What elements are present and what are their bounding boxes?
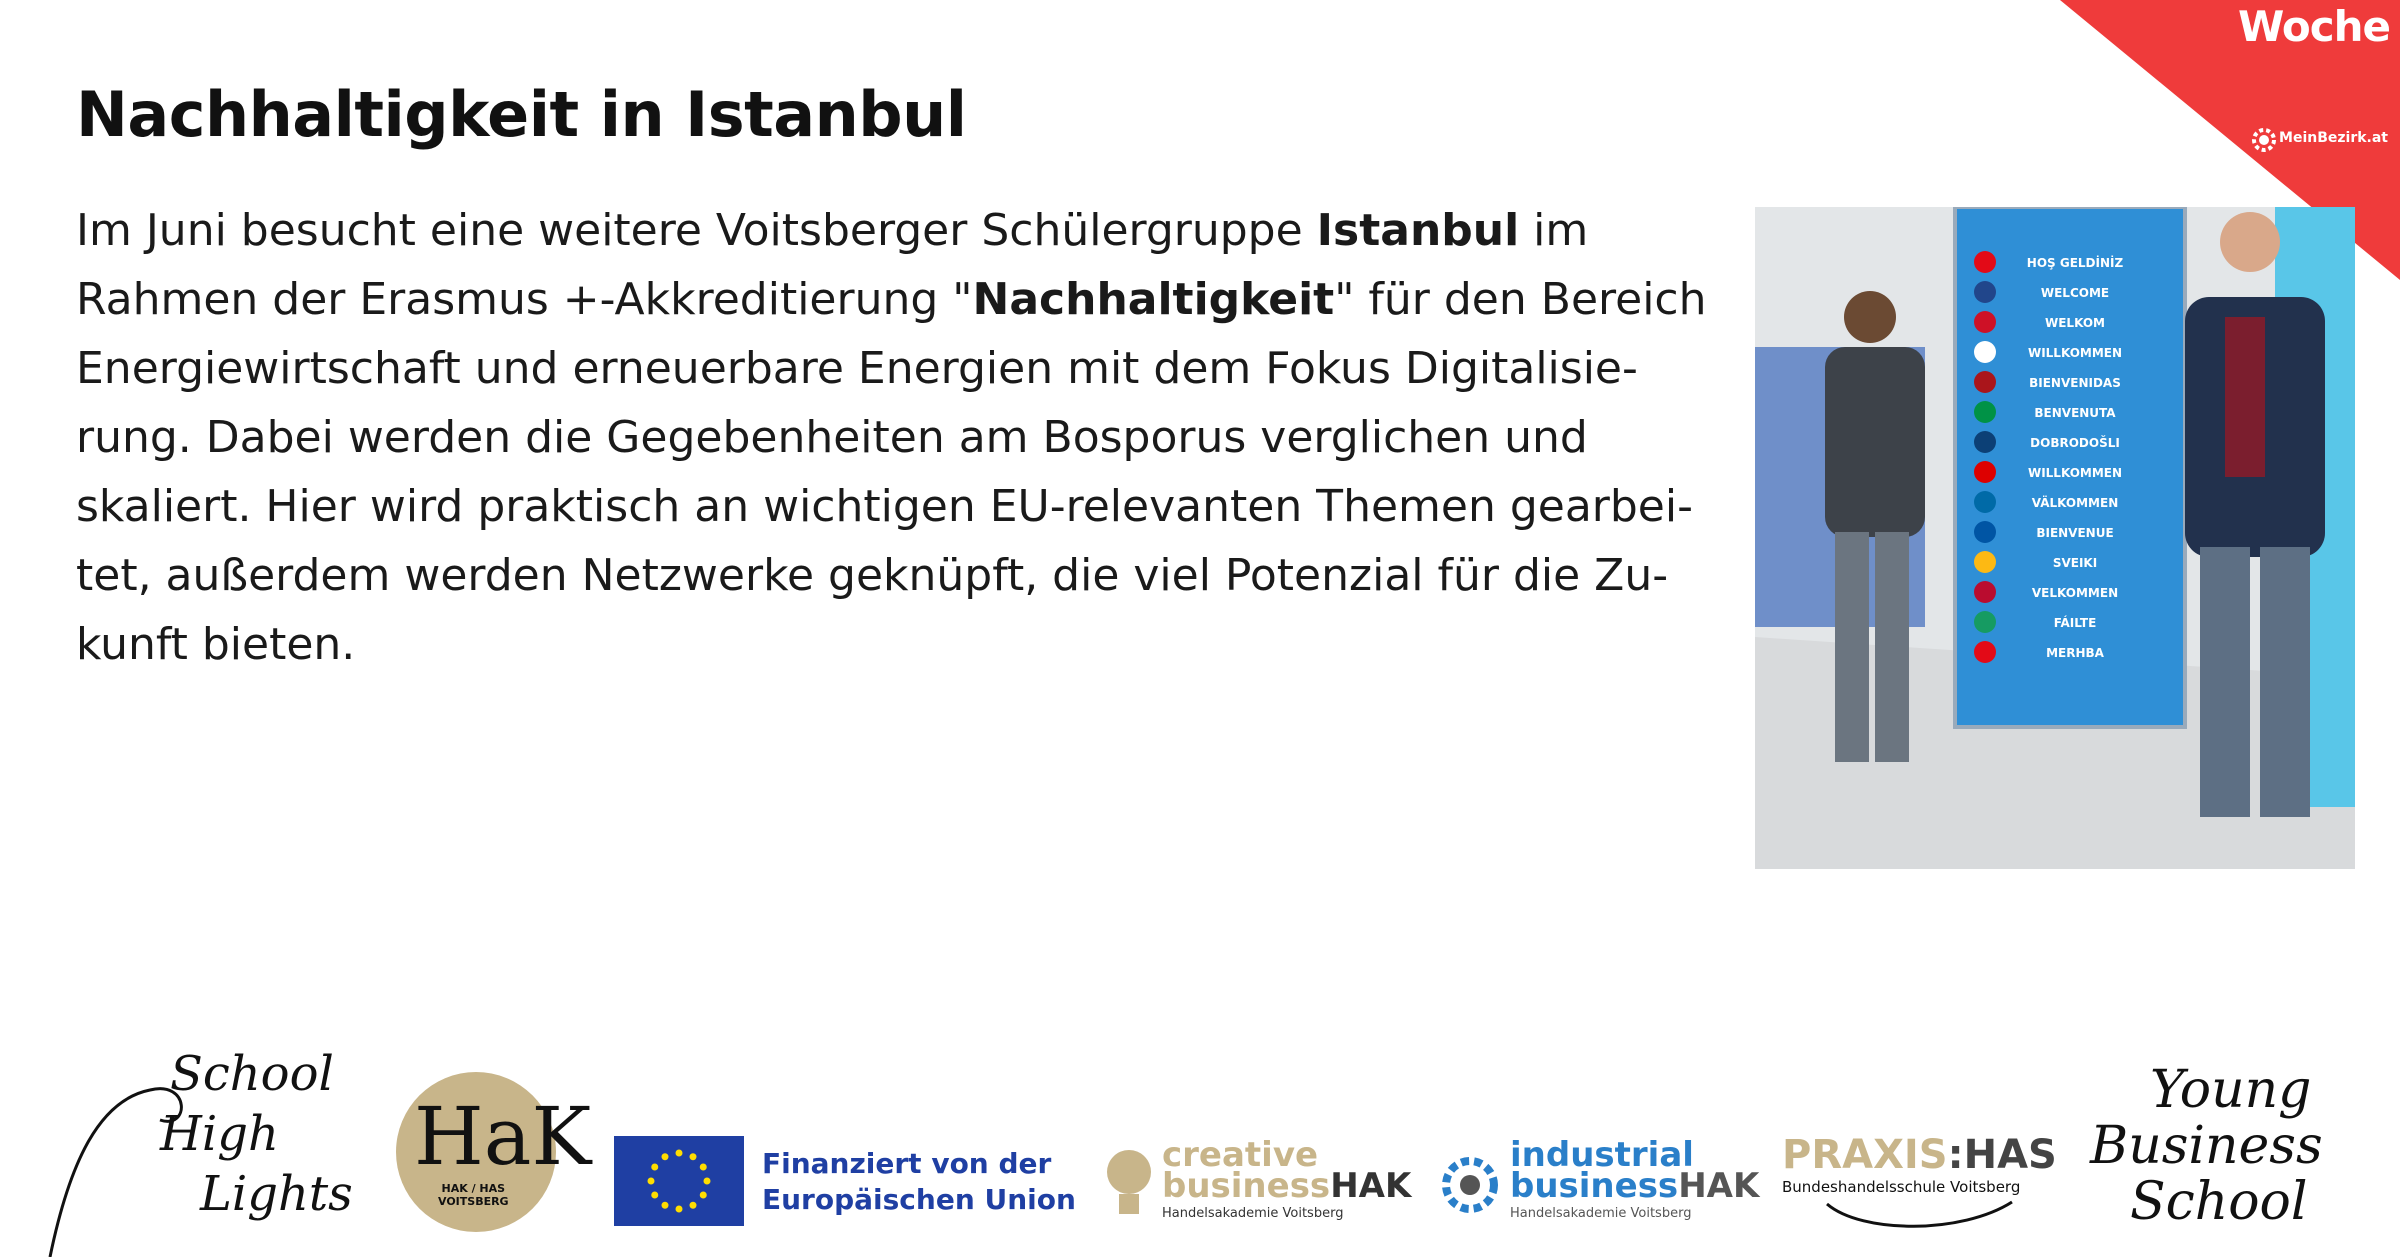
eu-star [676, 1150, 683, 1157]
flag-icon [1974, 401, 1996, 423]
flag-icon [1974, 281, 1996, 303]
flag-icon [1974, 371, 1996, 393]
flag-icon [1974, 491, 1996, 513]
article-title: Nachhaltigkeit in Istanbul [76, 78, 967, 151]
lightbulb-icon [1104, 1144, 1154, 1224]
flag-icon [1974, 311, 1996, 333]
greeting-text: WELCOME [2040, 286, 2110, 300]
greeting-text: VELKOMMEN [2031, 586, 2119, 600]
flag-icon [1974, 461, 1996, 483]
greeting-text: HOŞ GELDİNİZ [2026, 256, 2124, 270]
greeting-text: BENVENUTA [2034, 406, 2116, 420]
body-line: kunft bieten. [76, 619, 356, 670]
gear-icon [1438, 1150, 1502, 1220]
flag-icon [1974, 251, 1996, 273]
eu-funding-logo: Finanziert von der Europäischen Union [614, 1136, 1059, 1226]
body-line: Rahmen der Erasmus +-Akkreditierung "Nachhaltigkeit" für den Bereich [76, 274, 1707, 325]
greeting-text: WILLKOMMEN [2027, 346, 2123, 360]
flag-icon [1974, 521, 1996, 543]
article-body [76, 196, 1756, 679]
body-line: tet, außerdem werden Netzwerke geknüpft, die viel Potenzial für die Zu- [76, 550, 1669, 601]
body-line: skaliert. Hier wird praktisch an wichtigen EU-relevanten Themen gearbei- [76, 481, 1693, 532]
flag-icon [1974, 431, 1996, 453]
flag-icon [1974, 341, 1996, 363]
swoosh-arrow-icon [1822, 1194, 2022, 1234]
eu-star [662, 1153, 669, 1160]
greeting-text: SVEIKI [2052, 556, 2098, 570]
article-photo [1755, 207, 2355, 869]
greeting-text: BIENVENUE [2036, 526, 2114, 540]
school-highlights-logo: School High Lights [40, 1040, 350, 1257]
eu-star [690, 1202, 697, 1209]
hak-voitsberg-logo: HaK HAK / HAS VOITSBERG [396, 1072, 556, 1232]
eu-star [676, 1206, 683, 1213]
flag-icon [1974, 581, 1996, 603]
flag-icon [1974, 611, 1996, 633]
body-line: Im Juni besucht eine weitere Voitsberger Schülergruppe Istanbul im [76, 205, 1589, 256]
greeting-text: BIENVENIDAS [2029, 376, 2121, 390]
greeting-text: WILLKOMMEN [2027, 466, 2123, 480]
eu-star [651, 1192, 658, 1199]
flag-icon [1974, 551, 1996, 573]
eu-star [651, 1164, 658, 1171]
greeting-text: VÄLKOMMEN [2031, 496, 2119, 510]
young-business-school-logo: Young Business School [2090, 1060, 2323, 1232]
eu-flag-icon [614, 1136, 744, 1226]
meinbezirk-label: MeinBezirk.at [2279, 130, 2388, 146]
greeting-text: FÁILTE [2053, 616, 2097, 630]
woche-logo: Woche [2238, 2, 2390, 51]
creative-business-hak-logo: creative businessHAK Handelsakademie Voitsberg [1104, 1140, 1384, 1230]
industrial-business-hak-logo: industrial businessHAK Handelsakademie Voitsberg [1438, 1140, 1738, 1230]
body-line: rung. Dabei werden die Gegebenheiten am Bosporus verglichen und [76, 412, 1588, 463]
meinbezirk-gear-icon [2248, 124, 2280, 156]
greeting-text: MERHBA [2046, 646, 2104, 660]
praxis-has-logo: PRAXIS:HAS Bundeshandelsschule Voitsberg [1782, 1132, 2052, 1232]
greeting-text: DOBRODOŠLI [2030, 436, 2120, 450]
partner-logos [0, 1040, 2400, 1257]
eu-star [704, 1178, 711, 1185]
eu-star [700, 1164, 707, 1171]
eu-star [700, 1192, 707, 1199]
body-line: Energiewirtschaft und erneuerbare Energien mit dem Fokus Digitalisie- [76, 343, 1638, 394]
eu-star [690, 1153, 697, 1160]
eu-star [662, 1202, 669, 1209]
eu-star [648, 1178, 655, 1185]
flag-icon [1974, 641, 1996, 663]
greeting-text: WELKOM [2045, 316, 2105, 330]
